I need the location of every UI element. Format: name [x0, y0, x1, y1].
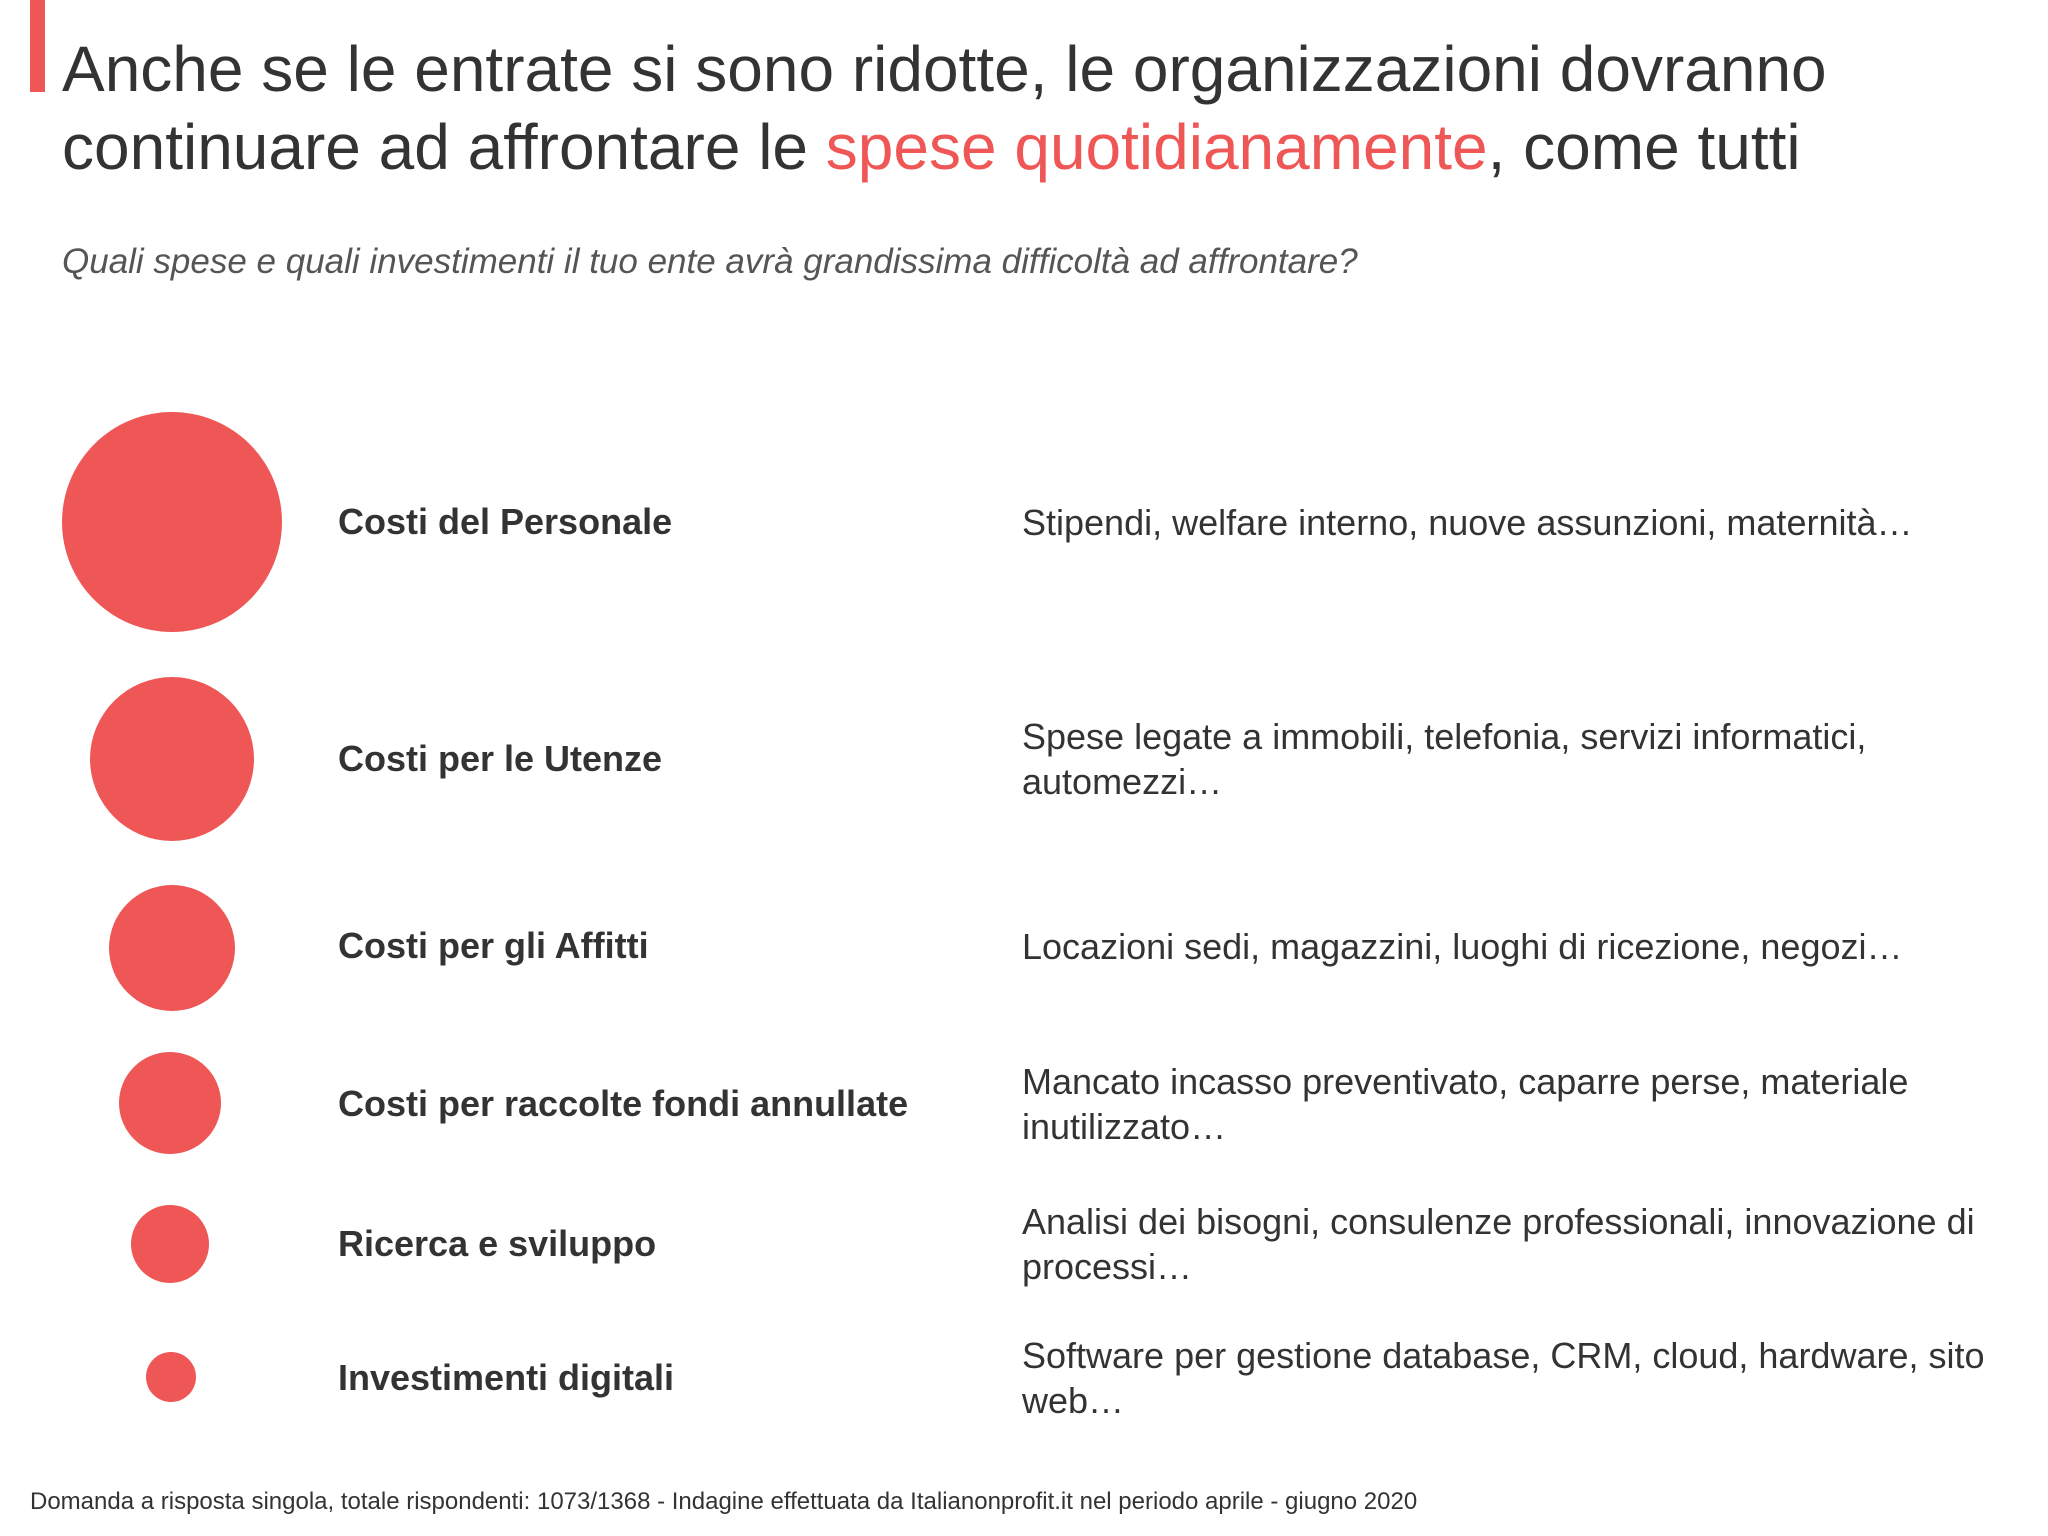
bubble-ricerca-sviluppo	[131, 1205, 209, 1283]
item-desc-investimenti-digitali: Software per gestione database, CRM, cloud, hardware, sito web…	[1022, 1335, 1985, 1421]
item-label-ricerca-sviluppo: Ricerca e sviluppo	[338, 1223, 657, 1264]
title-text-part1: Anche se le entrate si sono ridotte, le organizzazioni dovranno continuare ad affrontare le	[62, 33, 1827, 183]
item-label-affitti: Costi per gli Affitti	[338, 925, 649, 966]
item-desc-affitti: Locazioni sedi, magazzini, luoghi di ricezione, negozi…	[1022, 926, 1903, 967]
bubble-utenze	[90, 677, 254, 841]
page-subtitle: Quali spese e quali investimenti il tuo ente avrà grandissima difficoltà ad affrontare?	[62, 242, 1358, 281]
item-label-raccolte-fondi: Costi per raccolte fondi annullate	[338, 1083, 909, 1124]
item-desc-raccolte-fondi: Mancato incasso preventivato, caparre perse, materiale inutilizzato…	[1022, 1061, 1909, 1147]
bubble-raccolte-fondi	[119, 1052, 221, 1154]
item-label-utenze: Costi per le Utenze	[338, 738, 663, 779]
item-desc-personale: Stipendi, welfare interno, nuove assunzioni, maternità…	[1022, 502, 1913, 543]
item-label-investimenti-digitali: Investimenti digitali	[338, 1357, 675, 1398]
item-label-personale: Costi del Personale	[338, 501, 673, 542]
bubble-affitti	[109, 885, 235, 1011]
title-text-part2: , come tutti	[1487, 111, 1801, 183]
bubble-personale	[62, 412, 282, 632]
bubble-investimenti-digitali	[146, 1352, 196, 1402]
title-highlight: spese quotidianamente	[825, 111, 1488, 183]
item-desc-ricerca-sviluppo: Analisi dei bisogni, consulenze professionali, innovazione di processi…	[1022, 1201, 1975, 1287]
item-desc-utenze: Spese legate a immobili, telefonia, servizi informatici, automezzi…	[1022, 716, 1867, 802]
source-footnote: Domanda a risposta singola, totale rispondenti: 1073/1368 - Indagine effettuata da Italianonprofit.it nel periodo aprile - giugno 2020	[30, 1488, 1418, 1515]
